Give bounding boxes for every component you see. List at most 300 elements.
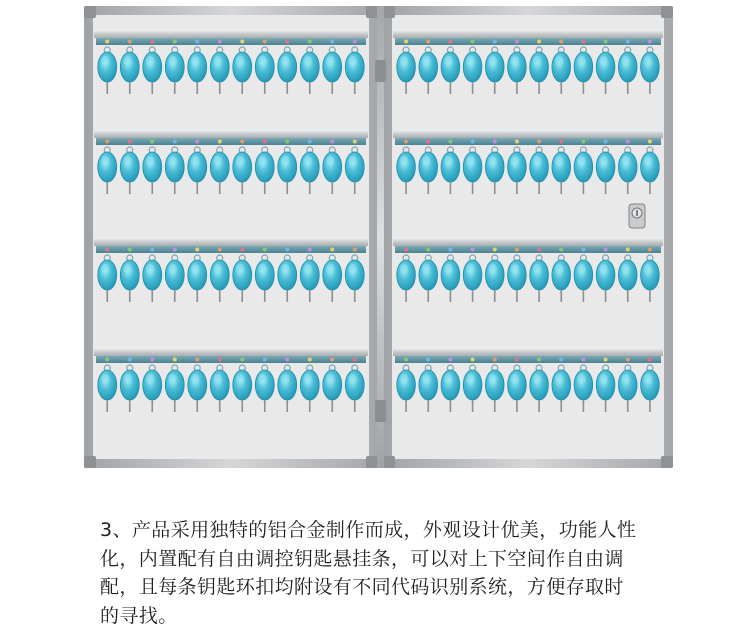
key-tag-highlight	[101, 374, 109, 384]
code-dot	[559, 248, 563, 252]
key-tag-highlight	[169, 374, 177, 384]
code-dot	[581, 40, 585, 44]
key-tag-highlight	[281, 374, 289, 384]
key-tag-highlight	[146, 374, 154, 384]
code-dot	[471, 140, 475, 144]
key-tag	[255, 52, 274, 82]
code-label-strip	[395, 356, 661, 363]
code-dot	[515, 140, 519, 144]
rail-bar	[94, 348, 368, 356]
key-tag-highlight	[600, 56, 608, 66]
key-tag-highlight	[644, 56, 652, 66]
key-tag-highlight	[511, 156, 519, 166]
key-tag	[397, 52, 416, 82]
key-tag	[419, 52, 438, 82]
code-dot	[218, 248, 222, 252]
key-tag	[641, 52, 660, 82]
key-tag-highlight	[577, 264, 585, 274]
key-tag-highlight	[400, 156, 408, 166]
rail-bar	[393, 130, 663, 138]
code-dot	[559, 40, 563, 44]
key-tag	[574, 370, 593, 400]
key-tag-highlight	[444, 264, 452, 274]
key-tag	[530, 52, 549, 82]
key-tag-highlight	[101, 156, 109, 166]
key-tag	[165, 52, 184, 82]
rail-bar	[94, 238, 368, 246]
key-tag	[552, 52, 571, 82]
key-tag	[641, 370, 660, 400]
key-tag	[300, 260, 319, 290]
key-tag	[618, 152, 637, 182]
lock-cylinder	[629, 204, 645, 228]
key-tag	[574, 260, 593, 290]
code-dot	[404, 248, 408, 252]
code-dot	[240, 248, 244, 252]
code-dot	[173, 140, 177, 144]
key-tag	[485, 260, 504, 290]
code-dot	[285, 248, 289, 252]
key-tag-highlight	[124, 156, 132, 166]
key-tag-highlight	[555, 374, 563, 384]
key-tag-highlight	[349, 374, 357, 384]
code-label-strip	[96, 246, 366, 253]
code-dot	[426, 358, 430, 362]
key-tag-highlight	[644, 374, 652, 384]
code-dot	[604, 248, 608, 252]
code-dot	[426, 140, 430, 144]
frame-corner-cap	[383, 456, 395, 468]
code-dot	[195, 140, 199, 144]
frame-corner-cap	[366, 456, 378, 468]
key-tag	[596, 52, 615, 82]
key-tag-highlight	[600, 264, 608, 274]
key-tag	[98, 52, 117, 82]
code-dot	[604, 140, 608, 144]
key-tag-highlight	[444, 156, 452, 166]
key-tag-highlight	[622, 264, 630, 274]
key-tag	[165, 152, 184, 182]
key-tag	[188, 52, 207, 82]
code-dot	[195, 40, 199, 44]
key-tag-highlight	[146, 56, 154, 66]
code-dot	[404, 358, 408, 362]
key-tag-highlight	[511, 56, 519, 66]
code-dot	[537, 358, 541, 362]
key-tag	[574, 152, 593, 182]
code-dot	[493, 358, 497, 362]
code-dot	[515, 358, 519, 362]
frame-corner-cap	[84, 456, 96, 468]
code-dot	[537, 248, 541, 252]
key-tag-highlight	[467, 156, 475, 166]
code-dot	[263, 248, 267, 252]
key-tag	[98, 260, 117, 290]
code-dot	[426, 248, 430, 252]
product-description: 3、产品采用独特的铝合金制作而成，外观设计优美，功能人性化，内置配有自由调控钥匙悬挂条，可以对上下空间作自由调配，且每条钥匙环扣均附设有不同代码识别系统，方便存取时的寻找。	[100, 519, 637, 627]
key-tag	[441, 152, 460, 182]
key-tag	[345, 260, 364, 290]
key-tag-highlight	[467, 56, 475, 66]
key-tag-highlight	[422, 56, 430, 66]
key-tag-highlight	[422, 374, 430, 384]
code-dot	[537, 140, 541, 144]
key-tag-highlight	[124, 374, 132, 384]
key-tag-highlight	[214, 156, 222, 166]
code-dot	[150, 140, 154, 144]
code-dot	[353, 140, 357, 144]
code-dot	[537, 40, 541, 44]
key-tag-highlight	[555, 264, 563, 274]
code-dot	[105, 140, 109, 144]
code-dot	[353, 358, 357, 362]
key-tag-highlight	[533, 264, 541, 274]
key-tag-highlight	[622, 156, 630, 166]
code-dot	[426, 40, 430, 44]
key-tag	[255, 152, 274, 182]
key-tag	[345, 52, 364, 82]
key-tag-highlight	[281, 56, 289, 66]
key-tag	[323, 260, 342, 290]
key-tag	[278, 52, 297, 82]
key-tag	[419, 152, 438, 182]
code-dot	[240, 40, 244, 44]
key-tag-highlight	[622, 374, 630, 384]
code-dot	[515, 40, 519, 44]
code-dot	[581, 358, 585, 362]
key-tag	[120, 52, 139, 82]
code-dot	[559, 358, 563, 362]
code-dot	[330, 248, 334, 252]
key-tag-highlight	[214, 56, 222, 66]
code-dot	[128, 358, 132, 362]
key-tag	[300, 370, 319, 400]
key-tag-highlight	[191, 56, 199, 66]
key-tag-highlight	[467, 374, 475, 384]
code-label-strip	[395, 38, 661, 45]
code-dot	[404, 40, 408, 44]
key-tag	[641, 260, 660, 290]
key-tag	[233, 260, 252, 290]
key-tag	[508, 260, 527, 290]
key-tag-highlight	[489, 156, 497, 166]
key-tag-highlight	[281, 156, 289, 166]
hinge-knuckle	[375, 60, 386, 82]
code-dot	[128, 40, 132, 44]
key-tag-highlight	[400, 374, 408, 384]
key-tag	[323, 370, 342, 400]
code-dot	[150, 40, 154, 44]
code-dot	[448, 140, 452, 144]
code-dot	[353, 40, 357, 44]
key-tag-highlight	[349, 56, 357, 66]
code-dot	[353, 248, 357, 252]
key-tag-highlight	[644, 264, 652, 274]
code-dot	[330, 358, 334, 362]
code-dot	[626, 248, 630, 252]
key-tag	[485, 152, 504, 182]
key-tag-highlight	[600, 374, 608, 384]
key-tag	[210, 52, 229, 82]
key-tag	[188, 260, 207, 290]
code-dot	[173, 358, 177, 362]
key-tag-highlight	[169, 264, 177, 274]
code-dot	[308, 358, 312, 362]
code-dot	[515, 248, 519, 252]
code-dot	[648, 358, 652, 362]
key-tag	[120, 260, 139, 290]
key-tag	[165, 260, 184, 290]
key-tag-highlight	[236, 374, 244, 384]
code-dot	[471, 248, 475, 252]
key-tag-highlight	[533, 56, 541, 66]
key-tag-highlight	[400, 264, 408, 274]
key-tag-highlight	[444, 56, 452, 66]
key-tag	[278, 370, 297, 400]
cabinet-door-1	[84, 6, 378, 468]
key-tag-highlight	[304, 156, 312, 166]
key-tag	[233, 370, 252, 400]
code-dot	[626, 358, 630, 362]
key-tag	[165, 370, 184, 400]
key-tag	[485, 52, 504, 82]
key-tag-highlight	[511, 264, 519, 274]
key-tag-highlight	[444, 374, 452, 384]
key-tag	[419, 370, 438, 400]
key-tag	[441, 260, 460, 290]
key-tag	[120, 370, 139, 400]
key-tag-highlight	[259, 156, 267, 166]
key-tag	[120, 152, 139, 182]
key-tag	[143, 370, 162, 400]
key-tag-highlight	[577, 374, 585, 384]
code-dot	[626, 140, 630, 144]
key-tag	[188, 152, 207, 182]
key-tag	[345, 370, 364, 400]
key-tag-highlight	[400, 56, 408, 66]
key-tag-highlight	[169, 156, 177, 166]
key-tag-highlight	[489, 374, 497, 384]
key-tag	[233, 152, 252, 182]
key-tag-highlight	[101, 56, 109, 66]
code-dot	[240, 358, 244, 362]
key-tag	[255, 260, 274, 290]
key-tag	[463, 260, 482, 290]
code-dot	[626, 40, 630, 44]
key-tag-highlight	[555, 56, 563, 66]
code-dot	[285, 40, 289, 44]
rail-bar	[393, 238, 663, 246]
code-dot	[330, 140, 334, 144]
key-tag	[508, 152, 527, 182]
key-tag	[552, 260, 571, 290]
key-tag	[143, 152, 162, 182]
code-dot	[559, 140, 563, 144]
key-tag-highlight	[422, 156, 430, 166]
rail-bar	[94, 130, 368, 138]
code-dot	[150, 358, 154, 362]
code-dot	[493, 140, 497, 144]
code-dot	[195, 358, 199, 362]
code-dot	[128, 140, 132, 144]
key-tag-highlight	[101, 264, 109, 274]
key-tag	[508, 52, 527, 82]
code-dot	[648, 140, 652, 144]
key-tag-highlight	[236, 264, 244, 274]
key-tag	[255, 370, 274, 400]
code-dot	[150, 248, 154, 252]
key-tag-highlight	[191, 264, 199, 274]
key-tag	[463, 52, 482, 82]
code-dot	[604, 40, 608, 44]
key-tag	[530, 260, 549, 290]
key-tag-highlight	[533, 374, 541, 384]
code-dot	[308, 140, 312, 144]
code-label-strip	[96, 138, 366, 145]
key-tag	[300, 52, 319, 82]
key-tag	[641, 152, 660, 182]
key-tag	[397, 370, 416, 400]
key-tag	[463, 152, 482, 182]
key-tag	[441, 52, 460, 82]
code-dot	[648, 40, 652, 44]
key-tag	[210, 370, 229, 400]
key-tag	[397, 152, 416, 182]
frame-corner-cap	[383, 6, 395, 18]
code-dot	[195, 248, 199, 252]
key-tag-highlight	[259, 264, 267, 274]
key-tag	[397, 260, 416, 290]
key-tag-highlight	[326, 56, 334, 66]
code-dot	[173, 248, 177, 252]
code-dot	[105, 248, 109, 252]
key-tag	[419, 260, 438, 290]
key-tag	[323, 52, 342, 82]
key-tag-highlight	[511, 374, 519, 384]
code-dot	[240, 140, 244, 144]
key-tag-highlight	[555, 156, 563, 166]
key-tag-highlight	[644, 156, 652, 166]
code-dot	[263, 40, 267, 44]
key-tag-highlight	[326, 156, 334, 166]
code-dot	[128, 248, 132, 252]
key-tag-highlight	[191, 156, 199, 166]
key-tag-highlight	[214, 264, 222, 274]
cabinet-door-2	[383, 6, 673, 468]
code-dot	[448, 248, 452, 252]
code-dot	[493, 248, 497, 252]
key-tag-highlight	[146, 156, 154, 166]
key-tag-highlight	[600, 156, 608, 166]
code-label-strip	[96, 38, 366, 45]
frame-corner-cap	[661, 6, 673, 18]
key-tag	[596, 152, 615, 182]
rail-bar	[94, 30, 368, 38]
code-dot	[493, 40, 497, 44]
cabinet-panels	[84, 6, 673, 468]
key-tag	[618, 260, 637, 290]
key-tag-highlight	[304, 374, 312, 384]
key-tag	[618, 52, 637, 82]
key-tag-highlight	[259, 56, 267, 66]
key-tag	[143, 52, 162, 82]
key-tag	[323, 152, 342, 182]
code-label-strip	[395, 246, 661, 253]
key-tag-highlight	[281, 264, 289, 274]
code-dot	[263, 358, 267, 362]
code-dot	[581, 248, 585, 252]
key-tag-highlight	[259, 374, 267, 384]
code-dot	[604, 358, 608, 362]
key-tag-highlight	[349, 264, 357, 274]
rail-bar	[393, 348, 663, 356]
code-dot	[581, 140, 585, 144]
code-dot	[173, 40, 177, 44]
code-dot	[308, 248, 312, 252]
key-tag	[596, 370, 615, 400]
code-dot	[648, 248, 652, 252]
code-dot	[105, 40, 109, 44]
key-tag-highlight	[577, 56, 585, 66]
key-tag	[530, 152, 549, 182]
code-dot	[308, 40, 312, 44]
code-dot	[448, 358, 452, 362]
key-tag	[618, 370, 637, 400]
code-dot	[285, 140, 289, 144]
code-dot	[263, 140, 267, 144]
key-tag-highlight	[304, 56, 312, 66]
key-tag	[552, 370, 571, 400]
key-tag	[278, 260, 297, 290]
code-dot	[218, 358, 222, 362]
hinge-knuckle	[375, 400, 386, 422]
key-tag	[441, 370, 460, 400]
key-tag	[278, 152, 297, 182]
key-tag	[596, 260, 615, 290]
code-dot	[105, 358, 109, 362]
key-tag-highlight	[577, 156, 585, 166]
key-tag-highlight	[489, 56, 497, 66]
key-tag	[485, 370, 504, 400]
key-tag-highlight	[214, 374, 222, 384]
key-tag-highlight	[236, 156, 244, 166]
frame-corner-cap	[366, 6, 378, 18]
code-dot	[448, 40, 452, 44]
code-dot	[285, 358, 289, 362]
key-tag	[210, 152, 229, 182]
key-tag	[463, 370, 482, 400]
frame-corner-cap	[661, 456, 673, 468]
key-tag-highlight	[489, 264, 497, 274]
code-label-strip	[395, 138, 661, 145]
code-dot	[330, 40, 334, 44]
key-tag	[530, 370, 549, 400]
code-dot	[471, 40, 475, 44]
key-tag-highlight	[467, 264, 475, 274]
code-dot	[218, 40, 222, 44]
key-tag	[98, 152, 117, 182]
key-tag-highlight	[124, 56, 132, 66]
key-tag-highlight	[533, 156, 541, 166]
rail-bar	[393, 30, 663, 38]
key-tag-highlight	[304, 264, 312, 274]
key-tag	[233, 52, 252, 82]
key-tag-highlight	[326, 264, 334, 274]
key-tag-highlight	[236, 56, 244, 66]
key-tag-highlight	[622, 56, 630, 66]
key-tag-highlight	[422, 264, 430, 274]
key-tag-highlight	[191, 374, 199, 384]
